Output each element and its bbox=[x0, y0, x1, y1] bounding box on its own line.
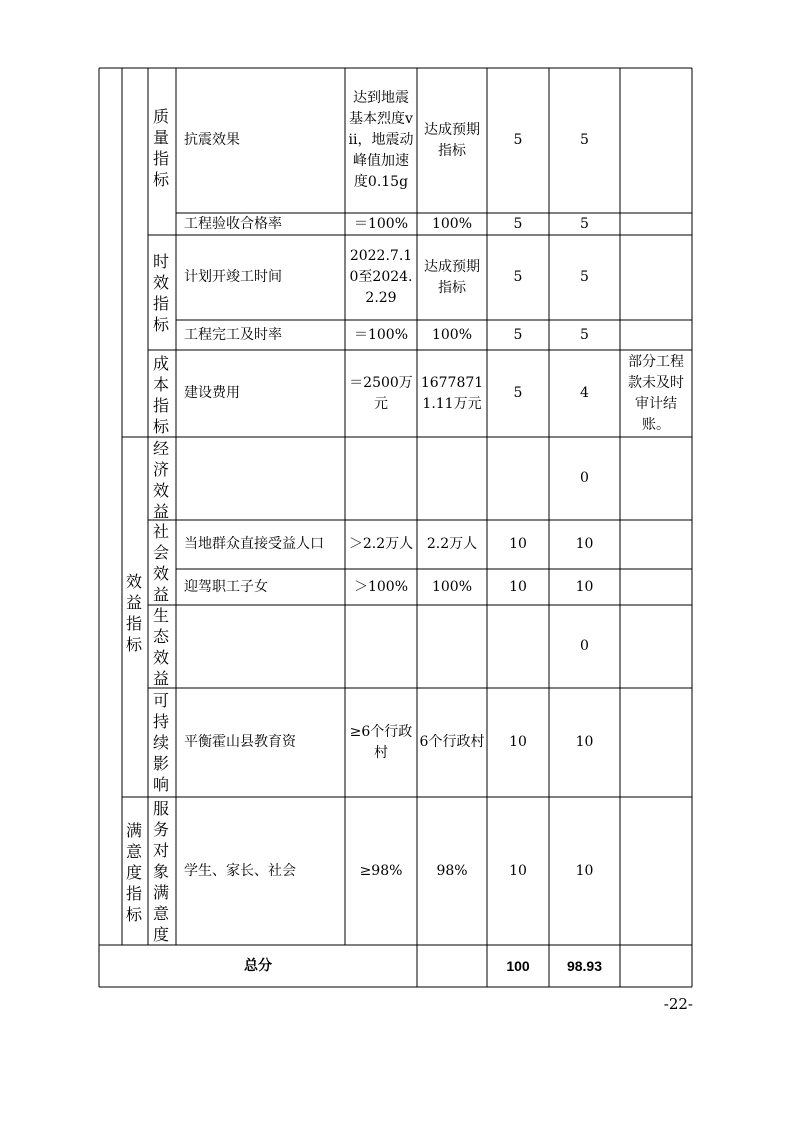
row-9-score: 10 bbox=[575, 734, 594, 750]
page-number: -22- bbox=[663, 995, 693, 1013]
row-2-weight: 5 bbox=[513, 269, 523, 285]
row-7-score: 10 bbox=[575, 578, 594, 595]
subdim-timeliness: 时效指标 bbox=[152, 251, 169, 334]
row-3-target: ＝100% bbox=[353, 326, 409, 343]
row-2-actual: 达成预期指标 bbox=[424, 258, 480, 296]
row-1-actual: 100% bbox=[431, 215, 473, 232]
row-1-weight: 5 bbox=[513, 215, 523, 232]
row-9-indicator: 平衡霍山县教育资 bbox=[184, 734, 296, 750]
row-3-indicator: 工程完工及时率 bbox=[184, 326, 282, 343]
row-6-score: 10 bbox=[575, 536, 594, 552]
row-0-score: 5 bbox=[580, 132, 589, 148]
row-1-score: 5 bbox=[580, 215, 589, 232]
row-9-actual: 6个行政村 bbox=[419, 734, 485, 750]
row-10-actual: 98% bbox=[436, 862, 468, 879]
row-5-score: 0 bbox=[580, 470, 589, 486]
row-10-indicator: 学生、家长、社会 bbox=[184, 862, 296, 879]
row-0-actual: 达成预期指标 bbox=[424, 121, 480, 159]
row-7-weight: 10 bbox=[509, 578, 527, 595]
row-10-score: 10 bbox=[575, 862, 594, 879]
row-10-target: ≥98% bbox=[359, 862, 403, 879]
row-4-note: 部分工程款未及时审计结账。 bbox=[628, 353, 684, 433]
total-score: 98.93 bbox=[566, 957, 603, 974]
row-0-indicator: 抗震效果 bbox=[184, 132, 240, 148]
row-3-actual: 100% bbox=[431, 326, 473, 343]
subdim-service-satisfaction: 服务对象满意度 bbox=[152, 798, 169, 944]
total-label: 总分 bbox=[244, 957, 272, 974]
row-7-target: ＞100% bbox=[353, 578, 409, 595]
row-8-score: 0 bbox=[580, 638, 589, 654]
row-1-target: ＝100% bbox=[353, 215, 409, 232]
row-2-score: 5 bbox=[580, 269, 589, 285]
dimension-satisfaction: 满意度指标 bbox=[125, 821, 142, 924]
row-7-indicator: 迎驾职工子女 bbox=[184, 578, 268, 595]
row-7-actual: 100% bbox=[431, 578, 473, 595]
row-6-indicator: 当地群众直接受益人口 bbox=[184, 536, 324, 552]
row-4-weight: 5 bbox=[513, 385, 523, 401]
subdim-quality: 质量指标 bbox=[152, 106, 169, 189]
row-9-target: ≥6个行政村 bbox=[349, 723, 413, 761]
row-0-weight: 5 bbox=[513, 132, 523, 148]
total-weight: 100 bbox=[506, 957, 530, 974]
row-6-actual: 2.2万人 bbox=[426, 536, 478, 552]
subdim-sustainable: 可持续影响 bbox=[152, 691, 169, 794]
subdim-social: 社会效益 bbox=[152, 522, 169, 604]
row-6-weight: 10 bbox=[509, 536, 527, 552]
subdim-cost: 成本指标 bbox=[152, 353, 169, 436]
row-4-target: ＝2500万元 bbox=[349, 374, 413, 412]
row-2-target: 2022.7.10至2024.2.29 bbox=[349, 248, 413, 306]
row-0-target: 达到地震基本烈度vii，地震动峰值加速度0.15g bbox=[348, 90, 414, 190]
row-3-weight: 5 bbox=[513, 326, 523, 343]
row-2-indicator: 计划开竣工时间 bbox=[184, 269, 282, 285]
row-1-indicator: 工程验收合格率 bbox=[184, 215, 282, 232]
row-6-target: ＞2.2万人 bbox=[348, 536, 414, 552]
row-10-weight: 10 bbox=[509, 862, 527, 879]
row-3-score: 5 bbox=[580, 326, 589, 343]
row-4-actual: 16778711.11万元 bbox=[420, 374, 484, 412]
dimension-benefit: 效益指标 bbox=[125, 571, 142, 654]
row-4-indicator: 建设费用 bbox=[184, 385, 240, 401]
subdim-economic: 经济效益 bbox=[152, 439, 169, 521]
row-9-weight: 10 bbox=[509, 734, 527, 750]
subdim-ecological: 生态效益 bbox=[152, 606, 169, 688]
row-4-score: 4 bbox=[580, 385, 589, 401]
